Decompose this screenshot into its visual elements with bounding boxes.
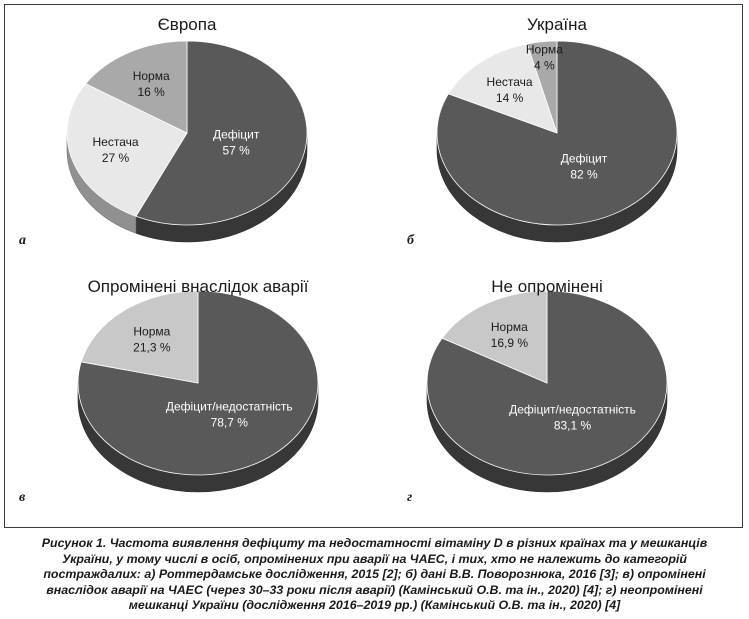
panel-letter: б — [407, 233, 414, 248]
slice-label: Дефіцит — [212, 127, 260, 142]
slice-label: Нестача — [486, 75, 533, 90]
chart-title: Опромінені внаслідок аварії — [87, 277, 309, 296]
panel-letter: в — [19, 490, 26, 505]
chart-title: Не опромінені — [491, 277, 603, 296]
caption-line: постраждалих: а) Роттердамське дослідження, 2015 [2]; б) дані В.В. Поворознюка, 2016 [3]; в) опромінені — [43, 567, 706, 582]
pie-chart-1 — [19, 15, 307, 248]
chart-title: Європа — [157, 15, 217, 34]
slice-value-label: 78,7 % — [210, 415, 248, 430]
slice-value-label: 83,1 % — [553, 418, 592, 433]
panel-letter: а — [19, 233, 26, 248]
slice-label: Норма — [525, 42, 563, 57]
slice-value-label: 27 % — [101, 150, 130, 165]
slice-label: Нестача — [92, 134, 139, 149]
slice-value-label: 4 % — [534, 58, 555, 73]
slice-label: Норма — [490, 319, 528, 334]
slice-label: Норма — [133, 324, 171, 339]
slice-label: Дефіцит — [560, 151, 608, 166]
caption-line: Рисунок 1. Частота виявлення дефіциту та недостатності вітаміну D в різних країнах та у мешканців — [41, 536, 708, 550]
panel-letter: г — [407, 490, 413, 505]
caption-line: мешканці України (дослідження 2016–2019 рр.) (Камінський О.В. та ін., 2020) [4] — [128, 598, 621, 613]
pie-chart-4 — [407, 277, 667, 505]
slice-value-label: 16 % — [137, 85, 165, 100]
pie-charts-figure — [5, 5, 742, 527]
slice-value-label: 57 % — [222, 143, 250, 158]
figure-caption — [10, 536, 739, 614]
figure-frame — [4, 4, 743, 528]
pie-chart-3 — [19, 277, 318, 505]
slice-label: Норма — [132, 69, 170, 84]
slice-value-label: 82 % — [570, 167, 598, 182]
caption-line: внаслідок аварії на ЧАЕС (через 30–33 роки після аварії) (Камінський О.В. та ін., 2020) [4]; г) неопромінені — [46, 582, 703, 597]
slice-label: Дефіцит/недостатність — [165, 399, 293, 414]
pie-chart-2 — [407, 15, 677, 248]
slice-value-label: 16,9 % — [490, 335, 529, 350]
slice-value-label: 14 % — [495, 91, 524, 106]
slice-label: Дефіцит/недостатність — [509, 402, 636, 417]
chart-title: Україна — [527, 15, 587, 34]
caption-line: України, у тому числі в осіб, опромінених при аварії на ЧАЕС, і тих, хто не належить до категорій — [62, 551, 687, 566]
slice-value-label: 21,3 % — [133, 340, 171, 355]
